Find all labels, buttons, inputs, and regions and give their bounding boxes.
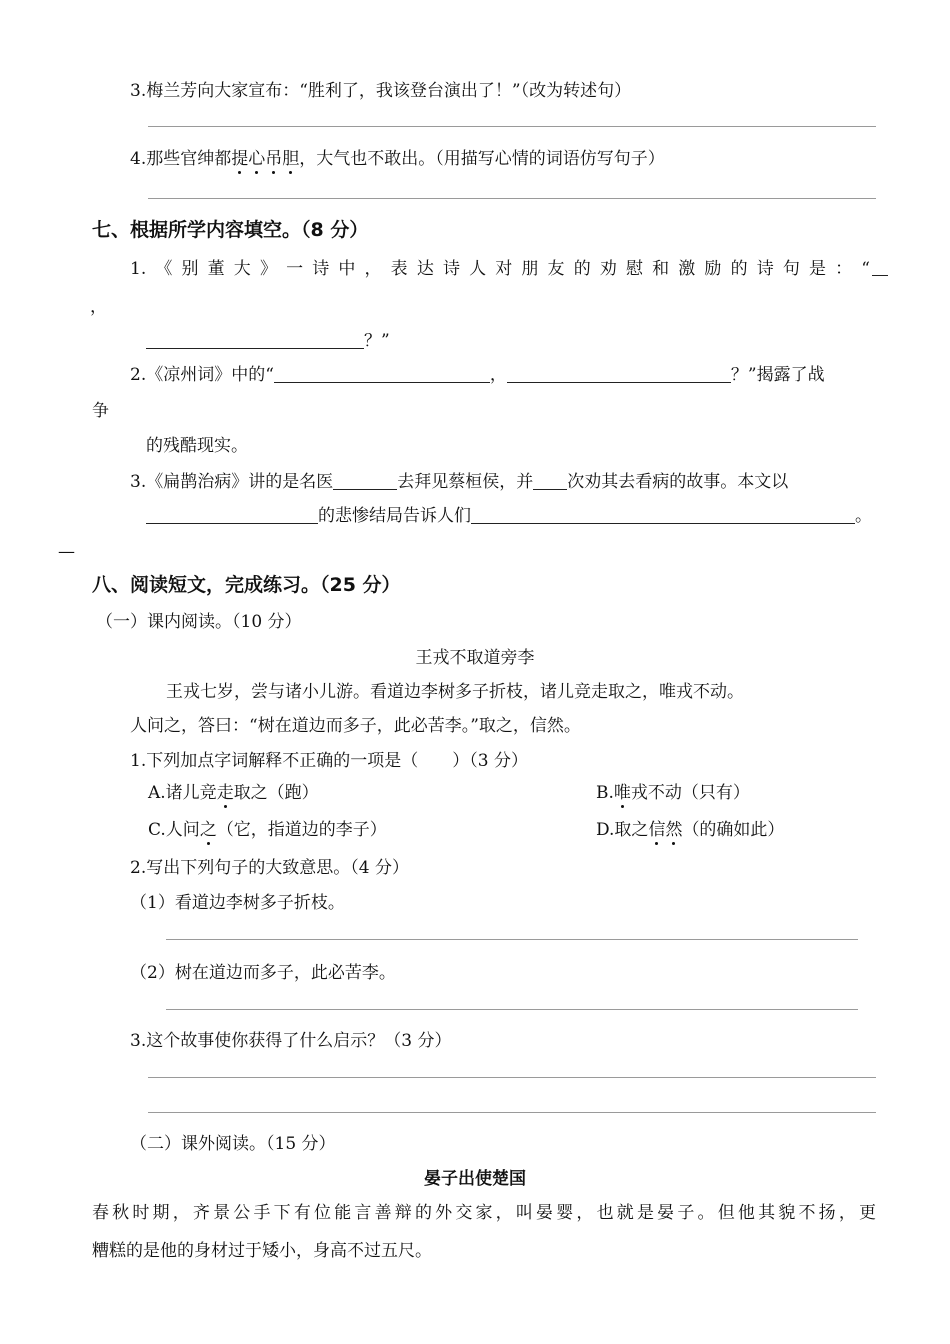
- option-d[interactable]: D.取之信然（的确如此）: [596, 820, 785, 840]
- answer-line[interactable]: [148, 126, 876, 127]
- option-b[interactable]: B.唯戎不动（只有）: [596, 783, 750, 803]
- q7-item3-blank1[interactable]: [333, 471, 397, 490]
- option-c[interactable]: C.人问之（它，指道边的李子）: [148, 820, 387, 840]
- part2-text-line2: 糟糕的是他的身材过于矮小，身高不过五尺。: [92, 1241, 432, 1261]
- answer-line[interactable]: [148, 1112, 876, 1113]
- part2-text-line1: 春秋时期，齐景公手下有位能言善辩的外交家，叫晏婴，也就是晏子。但他其貌不扬，更: [92, 1203, 876, 1223]
- q7-item1-comma: ，: [90, 297, 107, 317]
- part1-q2-2: （2）树在道边而多子，此必苦李。: [130, 963, 396, 983]
- part1-q2-1: （1）看道边李树多子折枝。: [130, 893, 345, 913]
- q7-item1-line1: 1.《别董大》一诗中，表达诗人对朋友的劝慰和激励的诗句是：“: [130, 259, 870, 279]
- part1-q2: 2.写出下列句子的大致意思。（4 分）: [130, 858, 409, 878]
- q7-item3-blank4[interactable]: [471, 505, 855, 524]
- answer-line[interactable]: [166, 939, 858, 940]
- part1-label: （一）课内阅读。（10 分）: [96, 612, 302, 632]
- answer-line[interactable]: [148, 1077, 876, 1078]
- part1-q3: 3.这个故事使你获得了什么启示？（3 分）: [130, 1031, 452, 1051]
- stray-dash: —: [58, 542, 75, 562]
- q7-item2: 2.《凉州词》中的“ ， ？”揭露了战: [130, 365, 825, 385]
- answer-line[interactable]: [166, 1009, 858, 1010]
- q7-item3-blank2[interactable]: [533, 471, 567, 490]
- q6-item4: 4.那些官绅都提心吊胆，大气也不敢出。（用描写心情的词语仿写句子）: [130, 149, 665, 169]
- q7-item3-line2: 的悲惨结局告诉人们 。: [146, 501, 872, 526]
- section-8-heading: 八、阅读短文，完成练习。（25 分）: [92, 574, 401, 596]
- part1-title: 王戎不取道旁李: [415, 648, 535, 668]
- part2-title: 晏子出使楚国: [424, 1169, 526, 1189]
- q6-item3: 3.梅兰芳向大家宣布：“胜利了，我该登台演出了！”（改为转述句）: [130, 81, 632, 101]
- q7-item3-blank3[interactable]: [146, 505, 318, 524]
- q7-item2-blank1[interactable]: [274, 364, 490, 383]
- q7-item1-line2: ？”: [146, 326, 390, 351]
- option-a[interactable]: A.诸儿竞走取之（跑）: [148, 783, 319, 803]
- answer-line[interactable]: [148, 198, 876, 199]
- q7-item2-line3: 的残酷现实。: [146, 436, 248, 456]
- q7-item2-wrap: 争: [92, 401, 109, 421]
- q7-item1-blank1[interactable]: [872, 257, 888, 278]
- section-7-heading: 七、根据所学内容填空。（8 分）: [92, 219, 369, 241]
- q7-item3-line1: 3.《扁鹊治病》讲的是名医 去拜见蔡桓侯，并 次劝其去看病的故事。本文以: [130, 472, 789, 492]
- part1-text-line1: 王戎七岁，尝与诸小儿游。看道边李树多子折枝，诸儿竞走取之，唯戎不动。: [166, 682, 744, 702]
- part1-q1: 1.下列加点字词解释不正确的一项是（ ）（3 分）: [130, 751, 528, 771]
- q7-item1-blank2[interactable]: [146, 330, 364, 349]
- q7-item2-blank2[interactable]: [507, 364, 731, 383]
- part2-label: （二）课外阅读。（15 分）: [130, 1134, 336, 1154]
- part1-text-line2: 人问之，答曰：“树在道边而多子，此必苦李。”取之，信然。: [130, 716, 581, 736]
